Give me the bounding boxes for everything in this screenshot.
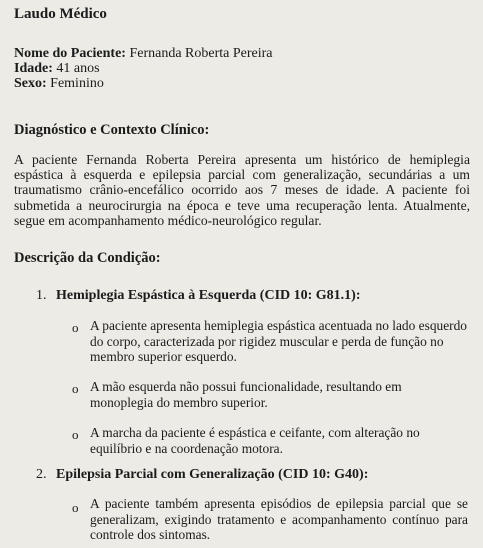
condition-item-number: 2.	[36, 467, 47, 482]
condition-item-1	[36, 288, 361, 304]
bullet-marker: o	[72, 427, 79, 442]
bullet-marker: o	[72, 381, 79, 396]
patient-age-value: 41 anos	[56, 61, 100, 76]
diagnosis-heading: Diagnóstico e Contexto Clínico:	[14, 122, 210, 138]
patient-name-value: Fernanda Roberta Pereira	[129, 46, 273, 61]
condition-item-bullet: A mão esquerda não possui funcionalidade, resultando em monoplegia do membro superior.	[90, 379, 402, 410]
patient-age-label: Idade:	[14, 61, 53, 76]
condition-item-bullet: A paciente apresenta hemiplegia espástica acentuada no lado esquerdo do corpo, caracterizada por rigidez muscular e perda de função no membro superior esquerdo.	[90, 318, 468, 364]
condition-heading: Descrição da Condição:	[14, 250, 161, 266]
patient-age-line	[14, 61, 100, 77]
condition-item-bullet: A marcha da paciente é espástica e ceifante, com alteração no equilíbrio e na coordenação motora.	[90, 425, 420, 456]
condition-item-number: 1.	[36, 288, 47, 303]
patient-sex-label: Sexo:	[14, 76, 47, 91]
condition-item-bullet: A paciente também apresenta episódios de epilepsia parcial que se generalizam, exigindo tratamento e acompanhamento contínuo para controle dos sintomas.	[90, 496, 468, 542]
diagnosis-paragraph: A paciente Fernanda Roberta Pereira apresenta um histórico de hemiplegia espástica à esquerda e epilepsia parcial com generalização, secundárias a um traumatismo crânio-encefálico ocorrido aos 7 meses de idade. A paciente foi submetida a neurocirurgia na época e teve uma recuperação lenta. Atualmente, segue em acompanhamento médico-neurológico regular.	[14, 152, 470, 228]
bullet-marker: o	[72, 320, 79, 335]
patient-sex-line	[14, 76, 104, 92]
patient-sex-value: Feminino	[50, 76, 104, 91]
condition-item-title: Epilepsia Parcial com Generalização (CID 10: G40):	[56, 467, 369, 482]
patient-name-line	[14, 46, 273, 62]
patient-name-label: Nome do Paciente:	[14, 46, 126, 61]
bullet-marker: o	[72, 500, 79, 515]
condition-item-title: Hemiplegia Espástica à Esquerda (CID 10: G81.1):	[56, 288, 361, 303]
report-title: Laudo Médico	[14, 6, 107, 22]
condition-item-2	[36, 467, 368, 483]
